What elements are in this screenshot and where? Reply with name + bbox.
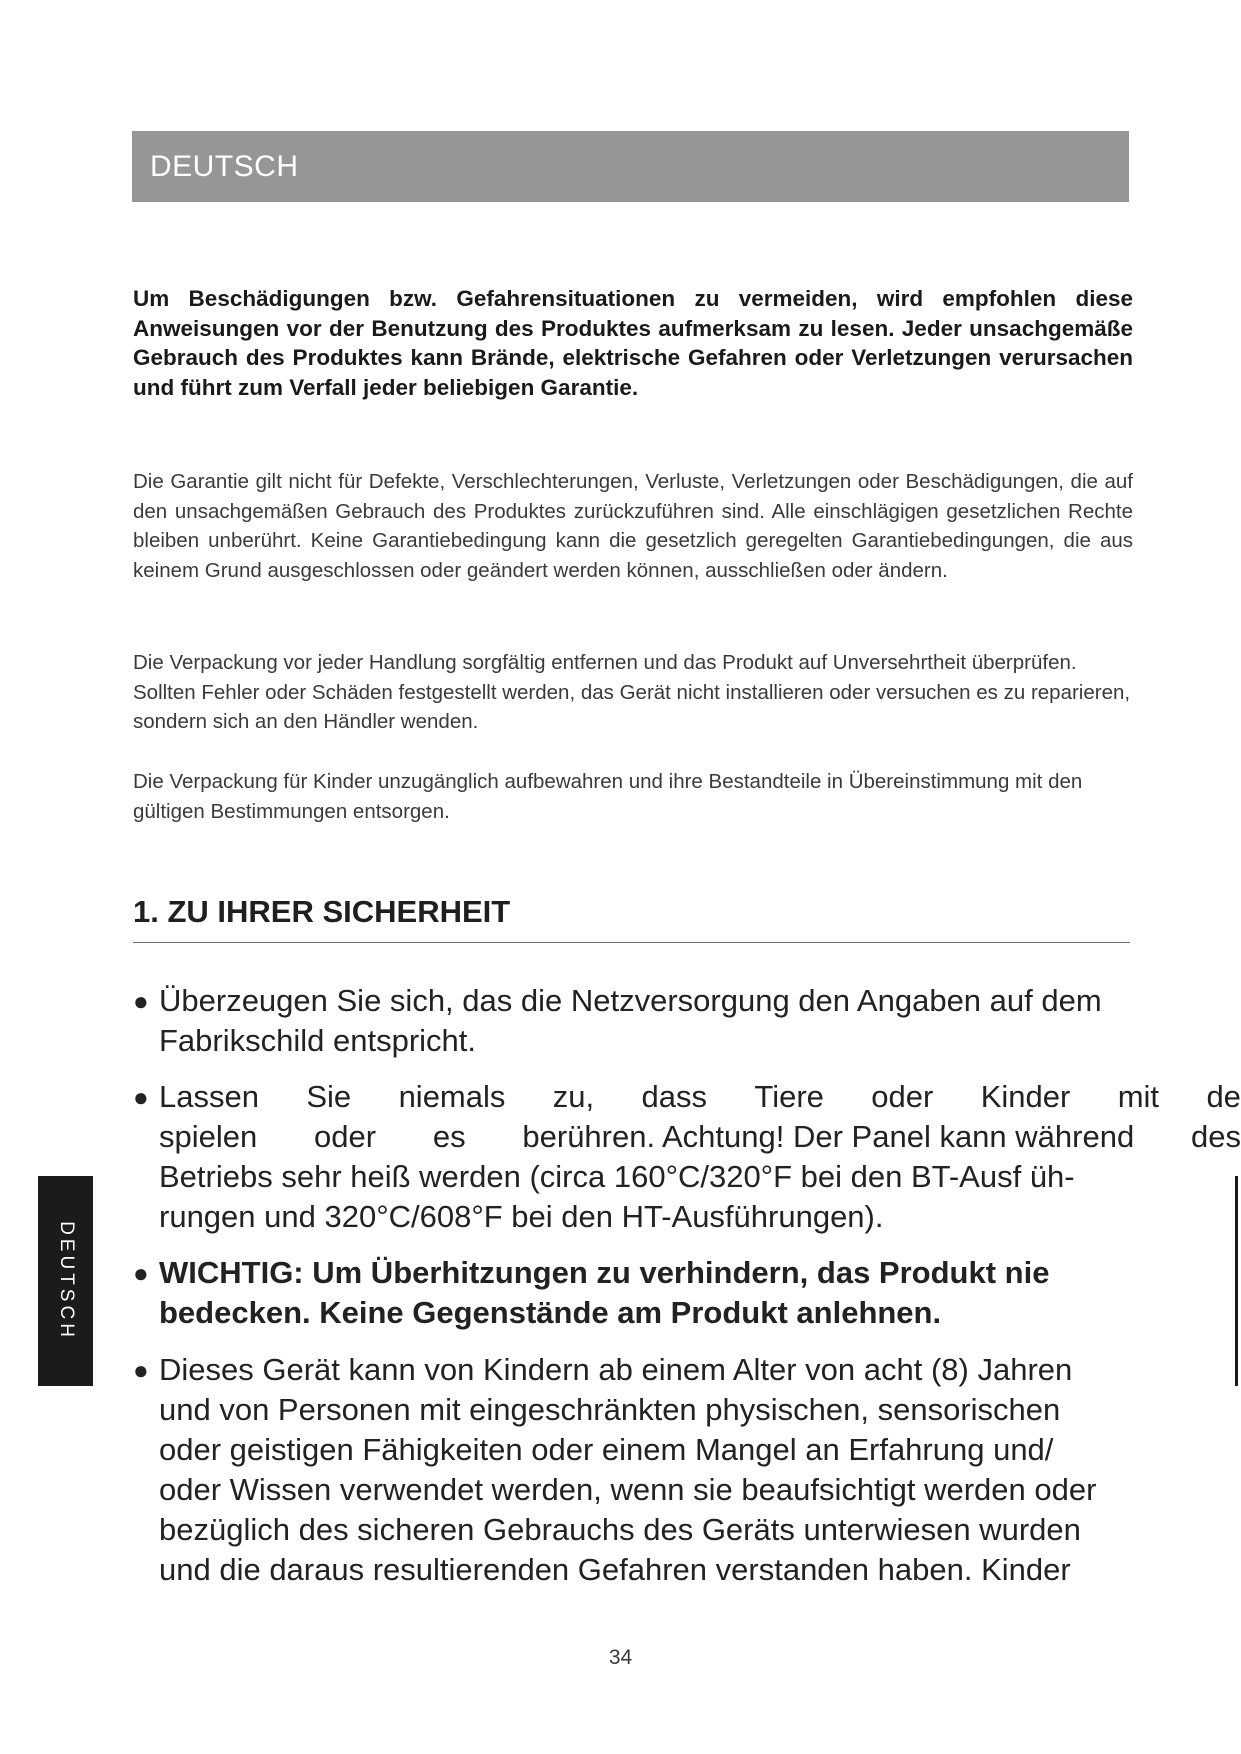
bullet-line: und von Personen mit eingeschränkten physischen, sensorischen [159, 1392, 1061, 1427]
bullet-line: oder geistigen Fähigkeiten oder einem Mangel an Erfahrung und/ [159, 1432, 1054, 1467]
bullet-word: de [1206, 1079, 1241, 1114]
language-header-banner [132, 131, 1129, 202]
section-title-safety: 1. ZU IHRER SICHERHEIT [133, 894, 1130, 943]
bullet-word: zu, [552, 1079, 595, 1114]
language-side-tab-label: DEUTSCH [55, 1221, 77, 1341]
page-number: 34 [608, 1646, 633, 1669]
packaging-disposal-paragraph: Die Verpackung für Kinder unzugänglich aufbewahren und ihre Bestandteile in Übereinstimmung mit den gültigen Bestimmungen entsorgen. [133, 770, 1083, 823]
bullet-line: bedecken. Keine Gegenstände am Produkt anlehnen. [159, 1295, 942, 1330]
bullet-word: Sie [306, 1079, 352, 1114]
page-edge-marker [1235, 1176, 1238, 1386]
language-header-label: DEUTSCH [150, 149, 299, 183]
bullet-word: oder [871, 1079, 934, 1114]
bullet-dot-icon: ● [133, 1355, 149, 1385]
bullet-word: dass [641, 1079, 708, 1114]
bullet-line: oder Wissen verwendet werden, wenn sie beaufsichtigt werden oder [159, 1472, 1097, 1507]
bullet-line: Betriebs sehr heiß werden (circa 160°C/320°F bei den BT-Ausf üh- [159, 1159, 1075, 1194]
safety-bullet-power-supply [133, 981, 1143, 1061]
bullet-dot-icon: ● [133, 986, 149, 1016]
bullet-justified-line [159, 1117, 1241, 1157]
bullet-word: oder [314, 1119, 377, 1154]
bullet-word: Kinder [980, 1079, 1071, 1114]
bullet-justified-line [159, 1077, 1241, 1117]
bullet-word: Tiere [754, 1079, 824, 1114]
bullet-word: Lassen [159, 1079, 259, 1114]
bullet-line: und die daraus resultierenden Gefahren verstanden haben. Kinder [159, 1552, 1071, 1587]
bullet-line: rungen und 320°C/608°F bei den HT-Ausführungen). [159, 1199, 884, 1234]
bullet-line: Dieses Gerät kann von Kindern ab einem Alter von acht (8) Jahren [159, 1352, 1073, 1387]
safety-bullet-important-overheating [133, 1253, 1143, 1333]
bullet-dot-icon: ● [133, 1082, 149, 1112]
bullet-line: Überzeugen Sie sich, das die Netzversorgung den Angaben auf dem [159, 983, 1102, 1018]
safety-bullet-children-age [133, 1350, 1143, 1590]
warranty-paragraph: Die Garantie gilt nicht für Defekte, Verschlechterungen, Verluste, Verletzungen oder Beschädigungen, die auf den unsachgemäßen Gebrauch des Produktes zurückzuführen sind. Alle einschlägigen gesetzlichen Rechte bleiben unberührt. Keine Garantiebedingung kann die gesetzlich geregelten Garantiebedingungen, die aus keinem Grund ausgeschlossen oder geändert werden können, ausschließen oder ändern. [133, 470, 1133, 582]
safety-bullet-children-animals [133, 1077, 1241, 1237]
bullet-line: bezüglich des sicheren Gebrauchs des Geräts unterwiesen wurden [159, 1512, 1081, 1547]
language-side-tab [38, 1176, 93, 1386]
bullet-word: des [1190, 1119, 1241, 1154]
bullet-dot-icon: ● [133, 1258, 149, 1288]
bullet-line: Fabrikschild entspricht. [159, 1023, 477, 1058]
bullet-word: es [432, 1119, 466, 1154]
intro-warning-text: Um Beschädigungen bzw. Gefahrensituationen zu vermeiden, wird empfohlen diese Anweisungen vor der Benutzung des Produktes aufmerksam zu lesen. Jeder unsachgemäße Gebrauch des Produktes kann Brände, elektrische Gefahren oder Verletzungen verursachen und führt zum Verfall jeder beliebigen Garantie. [133, 286, 1133, 400]
bullet-word: spielen [159, 1119, 258, 1154]
bullet-word: niemals [398, 1079, 506, 1114]
bullet-word: mit [1117, 1079, 1160, 1114]
bullet-word: berühren. Achtung! Der Panel kann während [522, 1119, 1135, 1154]
bullet-line: WICHTIG: Um Überhitzungen zu verhindern, das Produkt nie [159, 1255, 1050, 1290]
unpacking-paragraph: Die Verpackung vor jeder Handlung sorgfältig entfernen und das Produkt auf Unversehrtheit überprüfen. Sollten Fehler oder Schäden festgestellt werden, das Gerät nicht installieren oder versuchen es zu reparieren, sondern sich an den Händler wenden. [133, 651, 1131, 733]
